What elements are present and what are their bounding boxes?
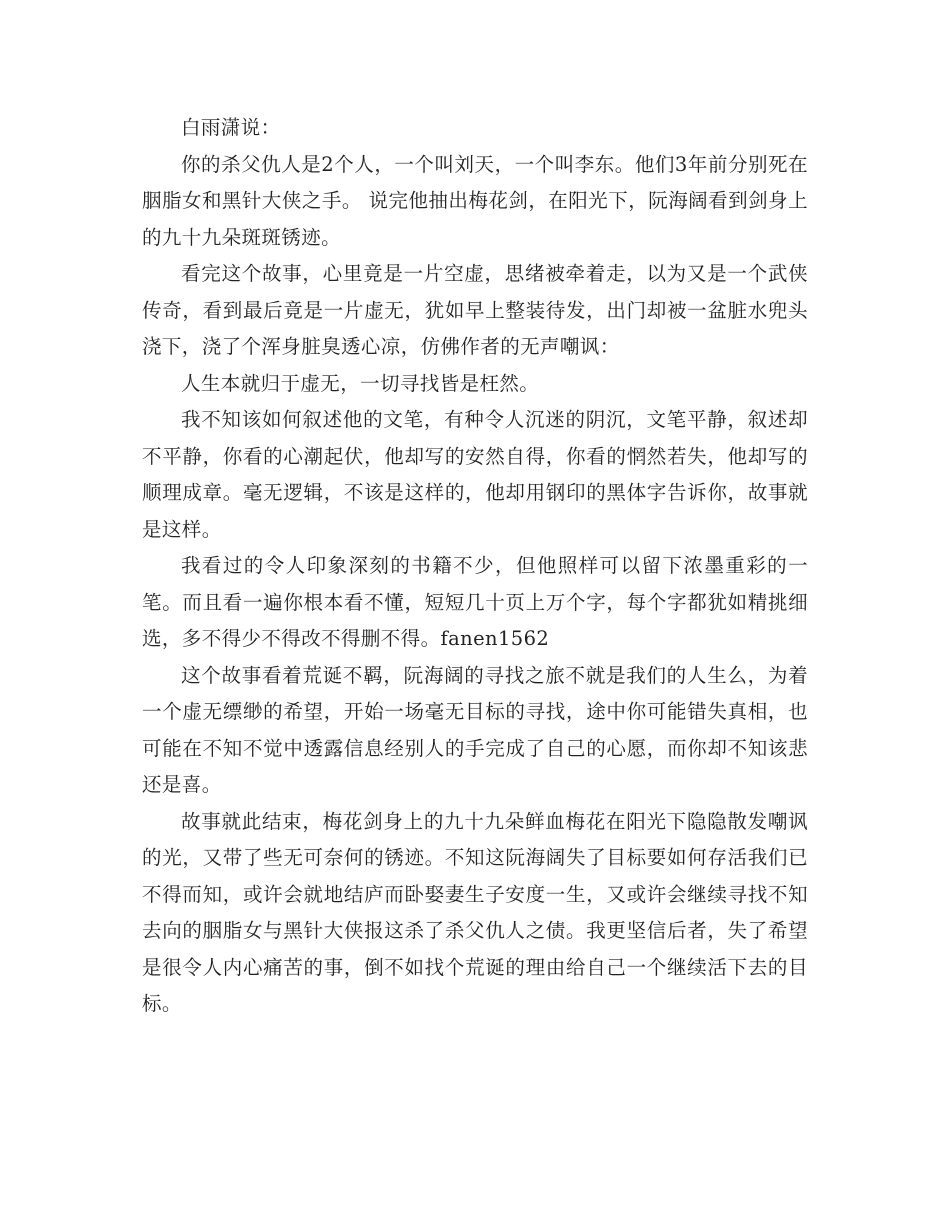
paragraph-ending: 故事就此结束，梅花剑身上的九十九朵鲜血梅花在阳光下隐隐散发嘲讽的光，又带了些无可奈何的锈迹。不知这阮海阔失了目标要如何存活我们已不得而知，或许会就地结庐而卧娶妻生子安度一生，又或许会继续寻找不知去向的胭脂女与黑针大侠报这杀了杀父仇人之债。我更坚信后者，失了希望是很令人内心痛苦的事，倒不如找个荒诞的理由给自己一个继续活下去的目标。 [142,809,808,1015]
document-body [142,110,808,1023]
paragraph-style: 我不知该如何叙述他的文笔，有种令人沉迷的阴沉，文笔平静，叙述却不平静，你看的心潮起伏，他却写的安然自得，你看的惘然若失，他却写的顺理成章。毫无逻辑，不该是这样的，他却用钢印的黑体字告诉你，故事就是这样。 [142,408,808,541]
paragraph-intro: 白雨潇说： [181,116,281,139]
paragraph-impression: 我看过的令人印象深刻的书籍不少，但他照样可以留下浓墨重彩的一笔。而且看一遍你根本看不懂，短短几十页上万个字，每个字都犹如精挑细选，多不得少不得改不得删不得。fanen1562 [142,554,808,650]
paragraph-theme: 人生本就归于虚无，一切寻找皆是枉然。 [181,371,540,395]
paragraph-reaction: 看完这个故事，心里竟是一片空虚，思绪被牵着走，以为又是一个武侠传奇，看到最后竟是一片虚无，犹如早上整装待发，出门却被一盆脏水兜头浇下，浇了个浑身脏臭透心凉，仿佛作者的无声嘲讽： [142,262,808,358]
paragraph-quote: 你的杀父仇人是2个人，一个叫刘天，一个叫李东。他们3年前分别死在胭脂女和黑针大侠之手。 说完他抽出梅花剑，在阳光下，阮海阔看到剑身上的九十九朵斑斑锈迹。 [142,152,808,249]
paragraph-meaning: 这个故事看着荒诞不羁，阮海阔的寻找之旅不就是我们的人生么，为着一个虚无缥缈的希望，开始一场毫无目标的寻找，途中你可能错失真相，也可能在不知不觉中透露信息经别人的手完成了自己的心愿，而你却不知该悲还是喜。 [142,663,808,796]
